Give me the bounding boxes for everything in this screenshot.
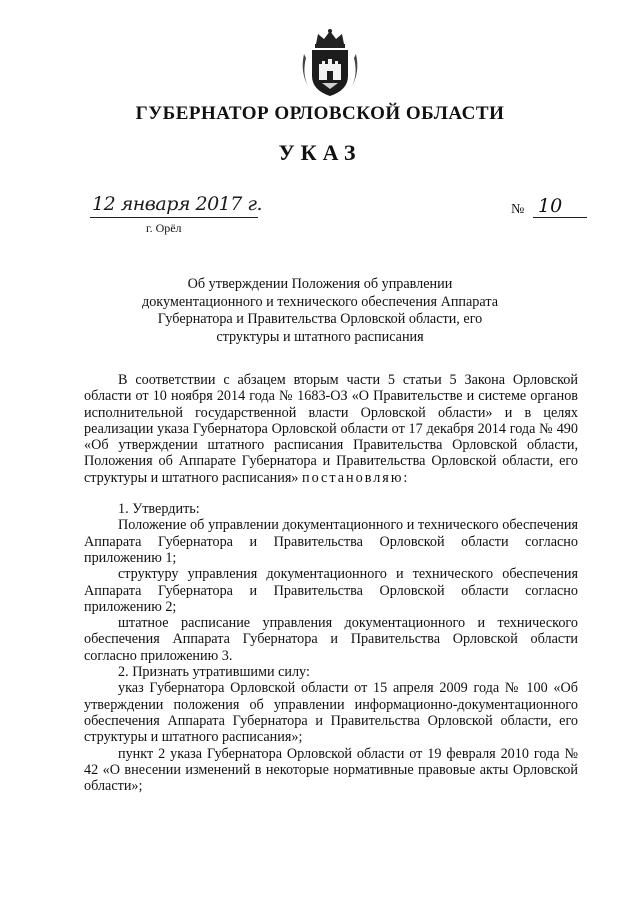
item2-paragraph-a: указ Губернатора Орловской области от 15 апреля 2009 года № 100 «Об утверждении положения об управлении информационно-документационного обеспечения Аппарата Губернатора и Правительства Орловской области, его структуры и штатного расписания»; (84, 680, 578, 746)
item2-paragraph-b: пункт 2 указа Губернатора Орловской области от 19 февраля 2010 года № 42 «О внесении изменений в некоторые нормативные правовые акты Орловской области»; (84, 745, 578, 795)
number-underline (533, 217, 587, 218)
document-type: УКАЗ (278, 140, 362, 165)
number-label: № (511, 202, 525, 217)
organization-title: ГУБЕРНАТОР ОРЛОВСКОЙ ОБЛАСТИ (135, 103, 505, 124)
preamble-paragraph (84, 372, 578, 486)
item1-paragraph-a: Положение об управлении документационного и технического обеспечения Аппарата Губернатора и Правительства Орловской области согласно приложению 1; (84, 517, 578, 566)
date-underline (90, 217, 258, 218)
subject-line: Об утверждении Положения об управлении (187, 276, 453, 292)
item1-heading: 1. Утвердить: (118, 501, 200, 518)
item1-paragraph-b: структуру управления документационного и технического обеспечения Аппарата Губернатора и Правительства Орловской области согласно приложению 2; (84, 566, 578, 615)
document-subject (110, 276, 530, 346)
item1-paragraph-c: штатное расписание управления документационного и технического обеспечения Аппарата Губернатора и Правительства Орловской области согласно приложению 3. (84, 615, 578, 664)
postanovlyayu-word: постановляю: (302, 469, 410, 486)
preamble-text: В соответствии с абзацем вторым части 5 статьи 5 Закона Орловской области от 10 ноября 2014 года № 1683-ОЗ «О Правительстве и системе органов исполнительной государственной власти Орловской области» и в целях реализации указа Губернатора Орловской области от 17 декабря 2014 года № 490 «Об утверждении штатного расписания Правительства Орловской области, Положения об Аппарате Губернатора и Правительства Орловской области, его структуры и штатного расписания» (84, 372, 578, 486)
handwritten-date: 12 января 2017 г. (92, 193, 263, 215)
handwritten-number: 10 (538, 195, 563, 217)
subject-line: Губернатора и Правительства Орловской области, его (157, 311, 483, 328)
place-of-issue: г. Орёл (146, 221, 182, 235)
subject-line: документационного и технического обеспечения Аппарата (141, 293, 499, 310)
item2-heading: 2. Признать утратившими силу: (118, 664, 310, 681)
orel-oblast-coat-of-arms-icon (298, 28, 362, 98)
document-body (84, 372, 578, 794)
subject-line: структуры и штатного расписания (216, 328, 424, 345)
